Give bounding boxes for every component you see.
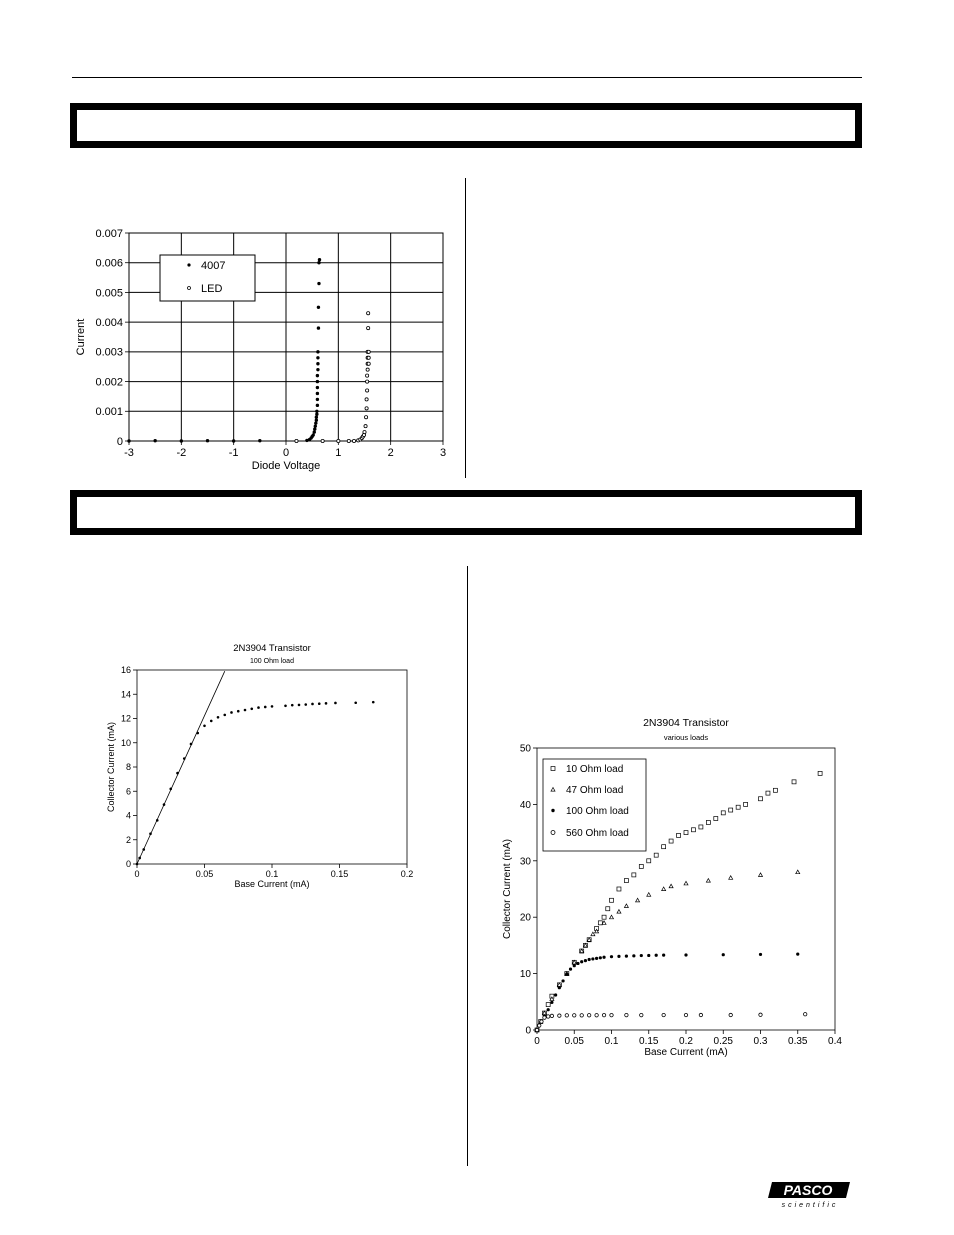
data-point xyxy=(354,701,357,704)
t100-x-ticks xyxy=(134,864,413,879)
x-tick-label: 0.2 xyxy=(400,869,414,879)
x-tick-label: 0.2 xyxy=(679,1036,693,1047)
data-point xyxy=(706,879,710,883)
data-point xyxy=(744,802,748,806)
data-point xyxy=(298,704,301,707)
tvar-y-axis-label: Collector Current (mA) xyxy=(502,838,513,940)
data-point xyxy=(565,973,568,976)
data-point xyxy=(315,410,318,413)
data-point xyxy=(677,833,681,837)
data-point xyxy=(367,356,370,359)
data-point xyxy=(599,956,602,959)
data-point xyxy=(364,416,367,419)
legend-label-led: LED xyxy=(201,283,223,295)
data-point xyxy=(669,884,673,888)
y-tick-label: 16 xyxy=(120,665,131,676)
data-point xyxy=(647,893,651,897)
data-point xyxy=(156,819,159,822)
data-point xyxy=(538,1024,541,1027)
data-point xyxy=(317,282,320,285)
data-point xyxy=(684,1013,687,1016)
data-point xyxy=(315,419,318,422)
data-point xyxy=(250,708,253,711)
data-point xyxy=(818,771,822,775)
data-point xyxy=(315,413,318,416)
x-tick-label: 0.15 xyxy=(330,869,349,879)
data-point xyxy=(632,954,635,957)
data-point xyxy=(316,392,319,395)
data-point xyxy=(316,350,319,353)
data-point xyxy=(153,439,156,442)
data-point xyxy=(203,724,206,727)
data-point xyxy=(337,439,340,442)
t100-points xyxy=(136,701,375,865)
data-point xyxy=(662,887,666,891)
data-point xyxy=(647,859,651,863)
data-point xyxy=(729,1013,732,1016)
tvar-legend xyxy=(543,759,646,851)
data-point xyxy=(759,1013,762,1016)
data-point xyxy=(317,306,320,309)
legend-marker-symbol xyxy=(551,809,554,812)
data-point xyxy=(316,356,319,359)
y-tick-label: 20 xyxy=(519,912,531,924)
data-point xyxy=(365,407,368,410)
data-point xyxy=(127,439,130,442)
data-point xyxy=(313,430,316,433)
data-point xyxy=(367,326,370,329)
tvar-x-ticks xyxy=(534,1030,842,1047)
data-point xyxy=(311,703,314,706)
data-point xyxy=(684,881,688,885)
legend-marker-led xyxy=(188,287,191,290)
data-point xyxy=(625,1013,628,1016)
data-point xyxy=(316,386,319,389)
pasco-logo xyxy=(766,1180,852,1210)
data-point xyxy=(617,887,621,891)
data-point xyxy=(662,1013,665,1016)
data-point xyxy=(540,1020,543,1023)
data-point xyxy=(316,374,319,377)
x-tick-label: 0.05 xyxy=(564,1036,584,1047)
data-point xyxy=(550,1001,553,1004)
data-point xyxy=(313,427,316,430)
data-point xyxy=(554,993,557,996)
data-point xyxy=(602,956,605,959)
t100-chart-title: 2N3904 Transistor xyxy=(233,643,311,654)
data-point xyxy=(595,957,598,960)
x-tick-label: 0.05 xyxy=(195,869,214,879)
data-point xyxy=(321,439,324,442)
data-point xyxy=(325,702,328,705)
legend-marker-560-ohm xyxy=(551,831,555,835)
data-point xyxy=(558,986,561,989)
y-tick-label: 0.007 xyxy=(95,227,123,240)
diode-legend xyxy=(160,255,255,301)
transistor-various-loads-chart xyxy=(494,710,850,1072)
data-point xyxy=(317,326,320,329)
x-tick-label: 0 xyxy=(282,447,290,459)
data-point xyxy=(232,439,235,442)
data-point xyxy=(602,915,606,919)
y-tick-label: 0 xyxy=(116,435,123,448)
data-point xyxy=(766,791,770,795)
data-point xyxy=(546,1015,549,1018)
data-point xyxy=(636,898,640,902)
x-tick-label: -3 xyxy=(124,447,134,459)
data-point xyxy=(334,702,337,705)
data-point xyxy=(587,1014,590,1017)
data-point xyxy=(304,703,307,706)
data-point xyxy=(180,439,183,442)
legend-marker-4007 xyxy=(187,263,190,266)
column-divider-1 xyxy=(465,178,466,478)
tvar-y-ticks xyxy=(520,744,537,1037)
transistor-100-ohm-chart xyxy=(100,638,422,902)
section-header-box-2 xyxy=(76,496,856,529)
t100-y-ticks xyxy=(121,665,137,869)
data-point xyxy=(543,1016,546,1019)
data-point xyxy=(796,953,799,956)
data-point xyxy=(617,955,620,958)
legend-label-560-ohm: 560 Ohm load xyxy=(566,828,629,839)
y-tick-label: 6 xyxy=(125,786,131,797)
data-point xyxy=(655,954,658,957)
data-point xyxy=(237,710,240,713)
data-point xyxy=(792,780,796,784)
data-point xyxy=(367,312,370,315)
y-tick-label: 50 xyxy=(519,743,531,755)
data-point xyxy=(624,904,628,908)
y-tick-label: 0.006 xyxy=(95,257,123,270)
diode-y-ticks xyxy=(95,228,129,448)
data-point xyxy=(617,910,621,914)
data-point xyxy=(588,958,591,961)
data-point xyxy=(804,1013,807,1016)
pasco-logo-wordmark: PASCO xyxy=(783,1182,833,1198)
data-point xyxy=(190,743,193,746)
data-point xyxy=(257,706,260,709)
data-point xyxy=(573,964,576,967)
data-point xyxy=(573,1014,576,1017)
data-point xyxy=(699,825,703,829)
data-point xyxy=(291,704,294,707)
data-point xyxy=(318,702,321,705)
data-point xyxy=(217,716,220,719)
data-point xyxy=(580,960,583,963)
data-point xyxy=(699,1013,702,1016)
data-point xyxy=(315,416,318,419)
data-point xyxy=(550,1014,553,1017)
t100-fit-line xyxy=(137,671,225,864)
header-rule xyxy=(72,77,862,78)
data-point xyxy=(271,705,274,708)
y-tick-label: 0.002 xyxy=(95,376,123,389)
data-point xyxy=(347,439,350,442)
data-point xyxy=(569,967,572,970)
legend-marker-100-ohm xyxy=(551,809,554,812)
data-point xyxy=(796,870,800,874)
legend-label-100-ohm: 100 Ohm load xyxy=(566,806,629,817)
data-point xyxy=(624,879,628,883)
y-tick-label: 10 xyxy=(120,737,131,748)
y-tick-label: 0.005 xyxy=(95,287,123,300)
tvar-chart-title: 2N3904 Transistor xyxy=(643,717,729,729)
data-point xyxy=(183,757,186,760)
data-point xyxy=(576,962,579,965)
data-point xyxy=(669,839,673,843)
data-point xyxy=(598,921,602,925)
y-tick-label: 0.001 xyxy=(95,406,123,419)
tvar-x-axis-label: Base Current (mA) xyxy=(644,1047,728,1058)
data-point xyxy=(610,1013,613,1016)
y-tick-label: 10 xyxy=(519,969,531,981)
data-point xyxy=(312,433,315,436)
data-point xyxy=(367,362,370,365)
y-tick-label: 30 xyxy=(519,856,531,868)
data-point xyxy=(602,1013,605,1016)
data-point xyxy=(547,1008,550,1011)
data-point xyxy=(314,424,317,427)
diode-x-axis-label: Diode Voltage xyxy=(251,460,321,472)
data-point xyxy=(736,805,740,809)
y-tick-label: 14 xyxy=(120,689,131,700)
data-point xyxy=(316,362,319,365)
legend-label-4007: 4007 xyxy=(201,260,226,272)
x-tick-label: 0.4 xyxy=(828,1036,842,1047)
data-point xyxy=(759,873,763,877)
data-point xyxy=(223,714,226,717)
data-point xyxy=(610,915,614,919)
data-point xyxy=(632,873,636,877)
pasco-logo-tagline: scientific xyxy=(781,1202,839,1209)
data-point xyxy=(639,864,643,868)
t100-chart-subtitle: 100 Ohm load xyxy=(250,658,294,665)
data-point xyxy=(314,421,317,424)
section-header-bar-1 xyxy=(70,103,862,148)
legend-marker-10-ohm xyxy=(551,767,555,771)
column-divider-2 xyxy=(467,566,468,1166)
data-point xyxy=(610,955,613,958)
data-point xyxy=(535,1028,538,1031)
data-point xyxy=(366,389,369,392)
x-tick-label: 3 xyxy=(439,447,447,459)
data-point xyxy=(591,957,594,960)
data-point xyxy=(729,808,733,812)
diode-iv-chart xyxy=(70,220,460,482)
data-point xyxy=(366,368,369,371)
t100-y-axis-label: Collector Current (mA) xyxy=(106,721,116,813)
legend-label-10-ohm: 10 Ohm load xyxy=(566,764,624,775)
y-tick-label: 4 xyxy=(125,810,131,821)
data-point xyxy=(284,704,287,707)
data-point xyxy=(584,959,587,962)
data-point xyxy=(352,439,355,442)
data-point xyxy=(625,955,628,958)
data-point xyxy=(691,828,695,832)
legend-label-47-ohm: 47 Ohm load xyxy=(566,785,624,796)
data-point xyxy=(595,1014,598,1017)
y-tick-label: 0 xyxy=(125,859,131,870)
data-point xyxy=(264,706,267,709)
data-point xyxy=(317,261,320,264)
data-point xyxy=(163,803,166,806)
x-tick-label: 0 xyxy=(134,869,140,879)
data-point xyxy=(640,1013,643,1016)
data-point xyxy=(363,430,366,433)
data-point xyxy=(142,848,145,851)
data-point xyxy=(729,876,733,880)
data-point xyxy=(610,898,614,902)
y-tick-label: 12 xyxy=(120,713,131,724)
x-tick-label: 0.1 xyxy=(265,869,279,879)
data-point xyxy=(316,398,319,401)
data-point xyxy=(316,380,319,383)
data-point xyxy=(316,368,319,371)
data-point xyxy=(318,258,321,261)
data-point xyxy=(196,732,199,735)
data-point xyxy=(580,1014,583,1017)
legend-marker-symbol xyxy=(551,831,555,835)
data-point xyxy=(206,439,209,442)
y-tick-label: 0.004 xyxy=(95,316,123,329)
x-tick-label: 2 xyxy=(387,447,394,459)
t100-plot-frame xyxy=(137,670,407,864)
section-header-bar-2 xyxy=(70,490,862,535)
data-point xyxy=(759,797,763,801)
data-point xyxy=(210,720,213,723)
data-point xyxy=(684,831,688,835)
data-point xyxy=(138,857,141,860)
y-tick-label: 0 xyxy=(525,1025,531,1037)
data-point xyxy=(654,853,658,857)
legend-marker-symbol xyxy=(551,767,555,771)
data-point xyxy=(149,832,152,835)
data-point xyxy=(367,350,370,353)
data-point xyxy=(316,404,319,407)
data-point xyxy=(169,788,172,791)
x-tick-label: -2 xyxy=(176,447,187,459)
data-point xyxy=(365,398,368,401)
t100-x-axis-label: Base Current (mA) xyxy=(234,879,310,889)
data-point xyxy=(372,701,375,704)
data-point xyxy=(364,425,367,428)
data-point xyxy=(714,817,718,821)
data-point xyxy=(366,380,369,383)
y-tick-label: 8 xyxy=(125,762,131,773)
data-point xyxy=(773,788,777,792)
y-tick-label: 2 xyxy=(125,834,131,845)
data-point xyxy=(662,845,666,849)
data-point xyxy=(546,1003,550,1007)
data-point xyxy=(230,711,233,714)
data-point xyxy=(565,1014,568,1017)
data-point xyxy=(684,953,687,956)
diode-x-ticks xyxy=(124,441,446,459)
data-point xyxy=(258,439,261,442)
data-point xyxy=(244,709,247,712)
x-tick-label: 0 xyxy=(534,1036,540,1047)
y-tick-label: 40 xyxy=(519,799,531,811)
data-point xyxy=(591,932,595,936)
data-point xyxy=(295,439,298,442)
data-point xyxy=(136,863,139,866)
tvar-chart-subtitle: various loads xyxy=(663,733,709,742)
x-tick-label: 1 xyxy=(335,447,342,459)
x-tick-label: 0.15 xyxy=(639,1036,659,1047)
data-point xyxy=(759,953,762,956)
data-point xyxy=(176,772,179,775)
data-point xyxy=(662,954,665,957)
data-point xyxy=(561,979,564,982)
diode-y-axis-label: Current xyxy=(75,318,87,356)
data-point xyxy=(647,954,650,957)
x-tick-label: 0.25 xyxy=(713,1036,733,1047)
x-tick-label: 0.3 xyxy=(753,1036,768,1047)
data-point xyxy=(558,1014,561,1017)
data-point xyxy=(606,907,610,911)
data-point xyxy=(366,374,369,377)
x-tick-label: 0.1 xyxy=(604,1036,619,1047)
data-point xyxy=(640,954,643,957)
x-tick-label: -1 xyxy=(228,447,239,459)
y-tick-label: 0.003 xyxy=(95,346,123,359)
data-point xyxy=(722,953,725,956)
x-tick-label: 0.35 xyxy=(788,1036,808,1047)
data-point xyxy=(706,820,710,824)
data-point xyxy=(721,811,725,815)
section-header-box-1 xyxy=(76,109,856,142)
